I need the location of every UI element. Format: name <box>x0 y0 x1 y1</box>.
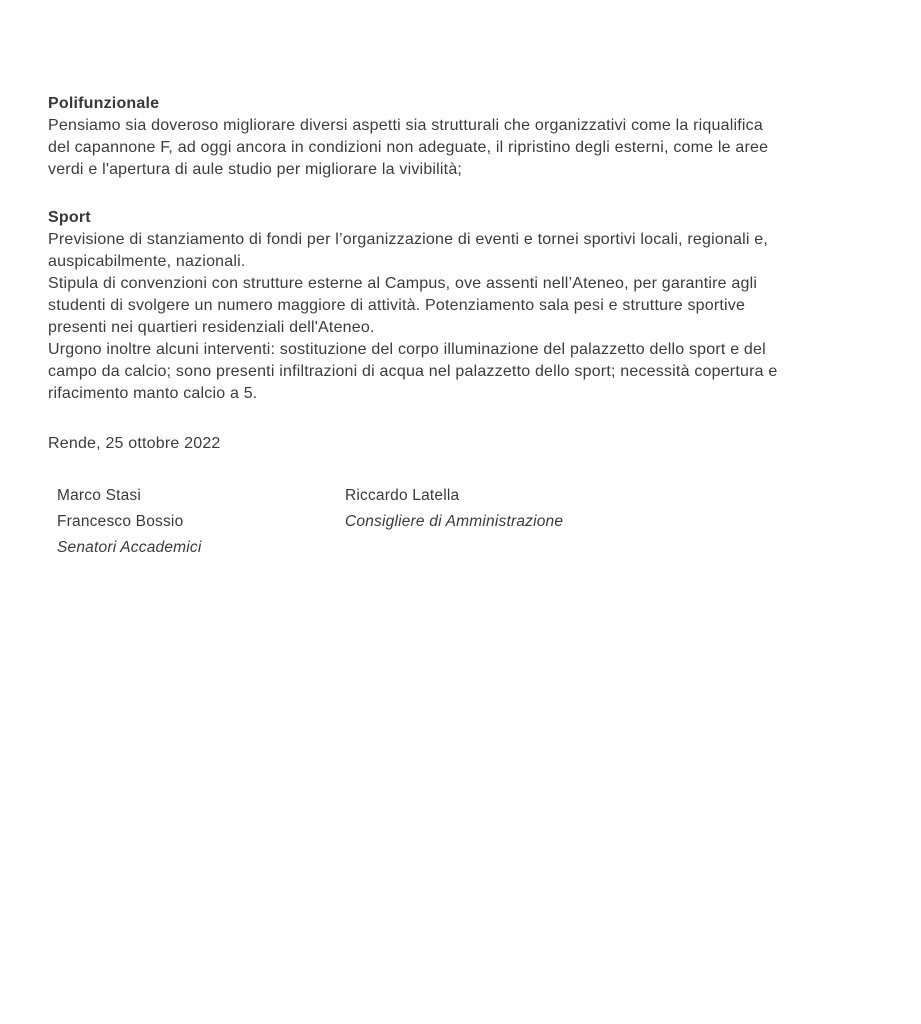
section-heading-polifunzionale: Polifunzionale <box>48 95 160 112</box>
body-line: studenti di svolgere un numero maggiore di attività. Potenziamento sala pesi e strutture sportive <box>48 297 746 314</box>
signatory-name: Marco Stasi <box>57 487 142 504</box>
signatory-role: Senatori Accademici <box>57 539 202 556</box>
signatory-name: Francesco Bossio <box>57 513 184 530</box>
body-line: auspicabilmente, nazionali. <box>48 253 246 270</box>
signature-block <box>57 483 891 561</box>
body-line: Urgono inoltre alcuni interventi: sostituzione del corpo illuminazione del palazzetto dello sport e del <box>48 341 766 358</box>
body-line: Stipula di convenzioni con strutture esterne al Campus, ove assenti nell’Ateneo, per garantire agli <box>48 275 758 292</box>
body-line: campo da calcio; sono presenti infiltrazioni di acqua nel palazzetto dello sport; necessità copertura e <box>48 363 778 380</box>
body-line: verdi e l'apertura di aule studio per migliorare la vivibilità; <box>48 161 463 178</box>
body-line: presenti nei quartieri residenziali dell'Ateneo. <box>48 319 375 336</box>
section-sport <box>48 207 891 405</box>
signatory-role: Consigliere di Amministrazione <box>345 513 564 530</box>
signature-column-board-member <box>345 483 563 535</box>
body-line: Previsione di stanziamento di fondi per l’organizzazione di eventi e tornei sportivi locali, regionali e, <box>48 231 769 248</box>
section-polifunzionale <box>48 93 891 181</box>
section-heading-sport: Sport <box>48 209 91 226</box>
body-line: del capannone F, ad oggi ancora in condizioni non adeguate, il ripristino degli esterni, come le aree <box>48 139 769 156</box>
dateline: Rende, 25 ottobre 2022 <box>48 435 221 452</box>
signature-column-senators <box>57 483 345 561</box>
body-line: rifacimento manto calcio a 5. <box>48 385 258 402</box>
document-content <box>48 93 891 561</box>
signatory-name: Riccardo Latella <box>345 487 460 504</box>
body-line: Pensiamo sia doveroso migliorare diversi aspetti sia strutturali che organizzativi come la riqualifica <box>48 117 763 134</box>
